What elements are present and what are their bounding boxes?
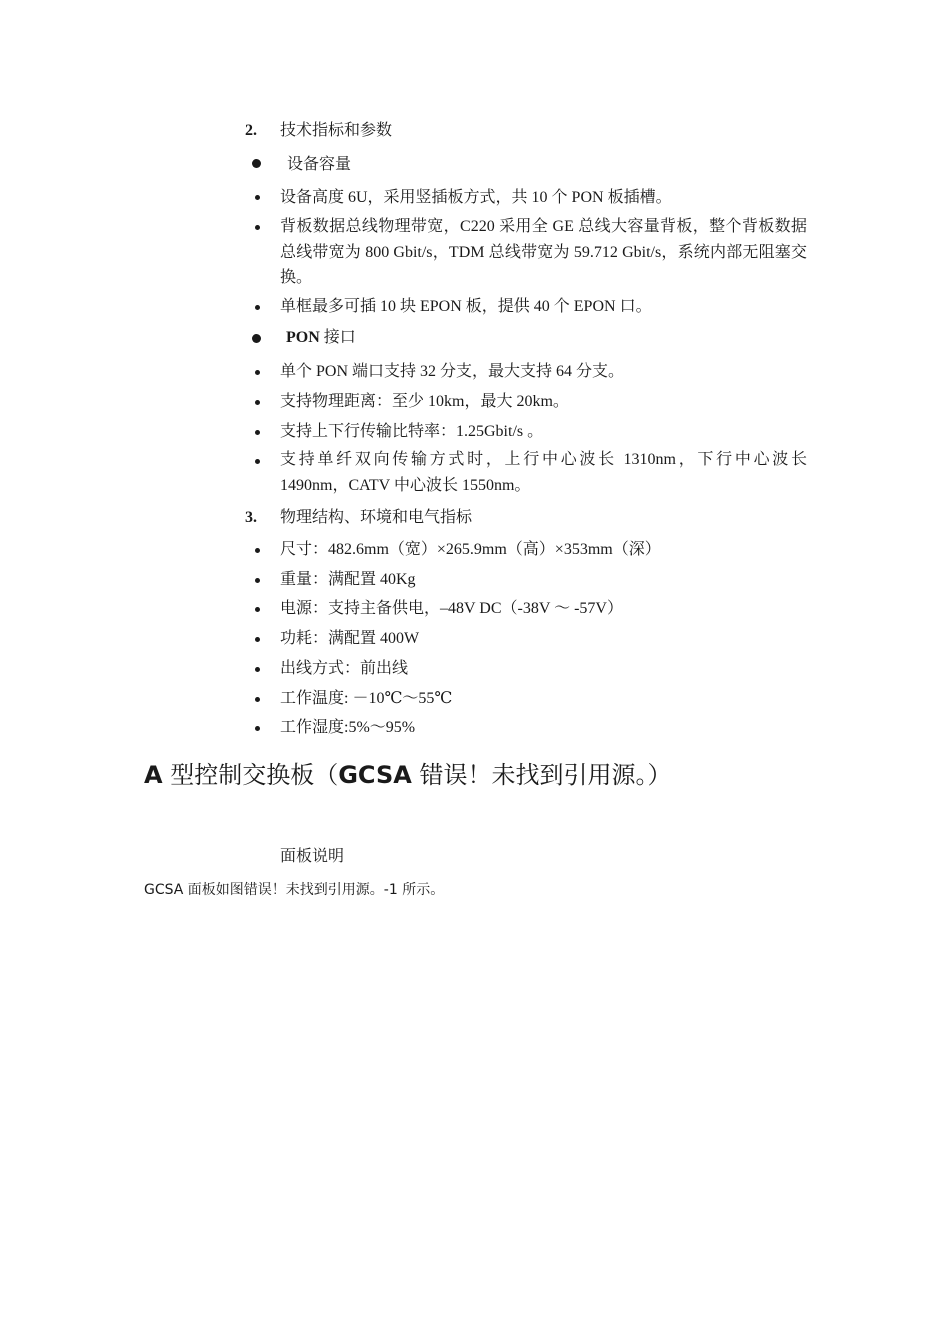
bullet-icon [255, 305, 260, 310]
panel-description: GCSA 面板如图错误！未找到引用源。-1 所示。 [144, 882, 445, 898]
list-item: 单个 PON 端口支持 32 分支，最大支持 64 分支。 [280, 363, 625, 380]
section-2-number: 2. [245, 122, 257, 139]
bullet-icon [255, 607, 260, 612]
bullet-icon [255, 225, 260, 230]
panel-subtitle: 面板说明 [280, 848, 345, 865]
list-item: 功耗：满配置 400W [280, 630, 420, 647]
list-item: 电源：支持主备供电，–48V DC（-38V ～ -57V） [280, 600, 623, 617]
list-item: 尺寸：482.6mm（宽）×265.9mm（高）×353mm（深） [280, 541, 661, 558]
section-heading [144, 758, 671, 792]
heading-suffix: 错误！未找到引用源。） [411, 761, 672, 789]
heading-middle: 型控制交换板（ [162, 761, 339, 789]
bullet-icon [255, 578, 260, 583]
bullet-icon [255, 370, 260, 375]
list-item: 支持物理距离：至少 10km，最大 20km。 [280, 393, 569, 410]
list-item: 重量：满配置 40Kg [280, 571, 416, 588]
section-3-title: 物理结构、环境和电气指标 [280, 509, 473, 526]
heading-prefix: A [144, 761, 163, 789]
bullet-icon [255, 459, 260, 464]
list-item: 工作温度: －10℃～55℃ [280, 690, 453, 707]
list-item: 支持上下行传输比特率：1.25Gbit/s 。 [280, 423, 544, 440]
bullet-icon [255, 697, 260, 702]
group-pon-label [286, 328, 356, 348]
heading-code: GCSA [338, 761, 412, 789]
bullet-icon [255, 195, 260, 200]
list-item: 背板数据总线物理带宽，C220 采用全 GE 总线大容量背板，整个背板数据总线带宽为 800 Gbit/s，TDM 总线带宽为 59.712 Gbit/s，系统内部无阻塞交换。 [280, 218, 807, 286]
bullet-icon [255, 548, 260, 553]
bullet-icon [255, 430, 260, 435]
list-item: 设备高度 6U，采用竖插板方式，共 10 个 PON 板插槽。 [280, 189, 672, 206]
bullet-icon [252, 334, 261, 343]
section-2-title: 技术指标和参数 [280, 122, 393, 139]
bullet-icon [255, 637, 260, 642]
bullet-icon [255, 667, 260, 672]
group-capacity-label: 设备容量 [287, 156, 352, 173]
bullet-icon [255, 400, 260, 405]
bullet-icon [255, 726, 260, 731]
section-3-number: 3. [245, 509, 257, 526]
list-item: 单框最多可插 10 块 EPON 板，提供 40 个 EPON 口。 [280, 298, 652, 315]
group-pon-label-bold: PON [286, 329, 320, 346]
group-pon-label-rest: 接口 [319, 329, 356, 346]
list-item: 工作湿度:5%～95% [280, 719, 416, 736]
list-item: 支持单纤双向传输方式时，上行中心波长 1310nm，下行中心波长 1490nm，CATV 中心波长 1550nm。 [280, 451, 807, 494]
bullet-icon [252, 159, 261, 168]
list-item: 出线方式：前出线 [280, 660, 409, 677]
